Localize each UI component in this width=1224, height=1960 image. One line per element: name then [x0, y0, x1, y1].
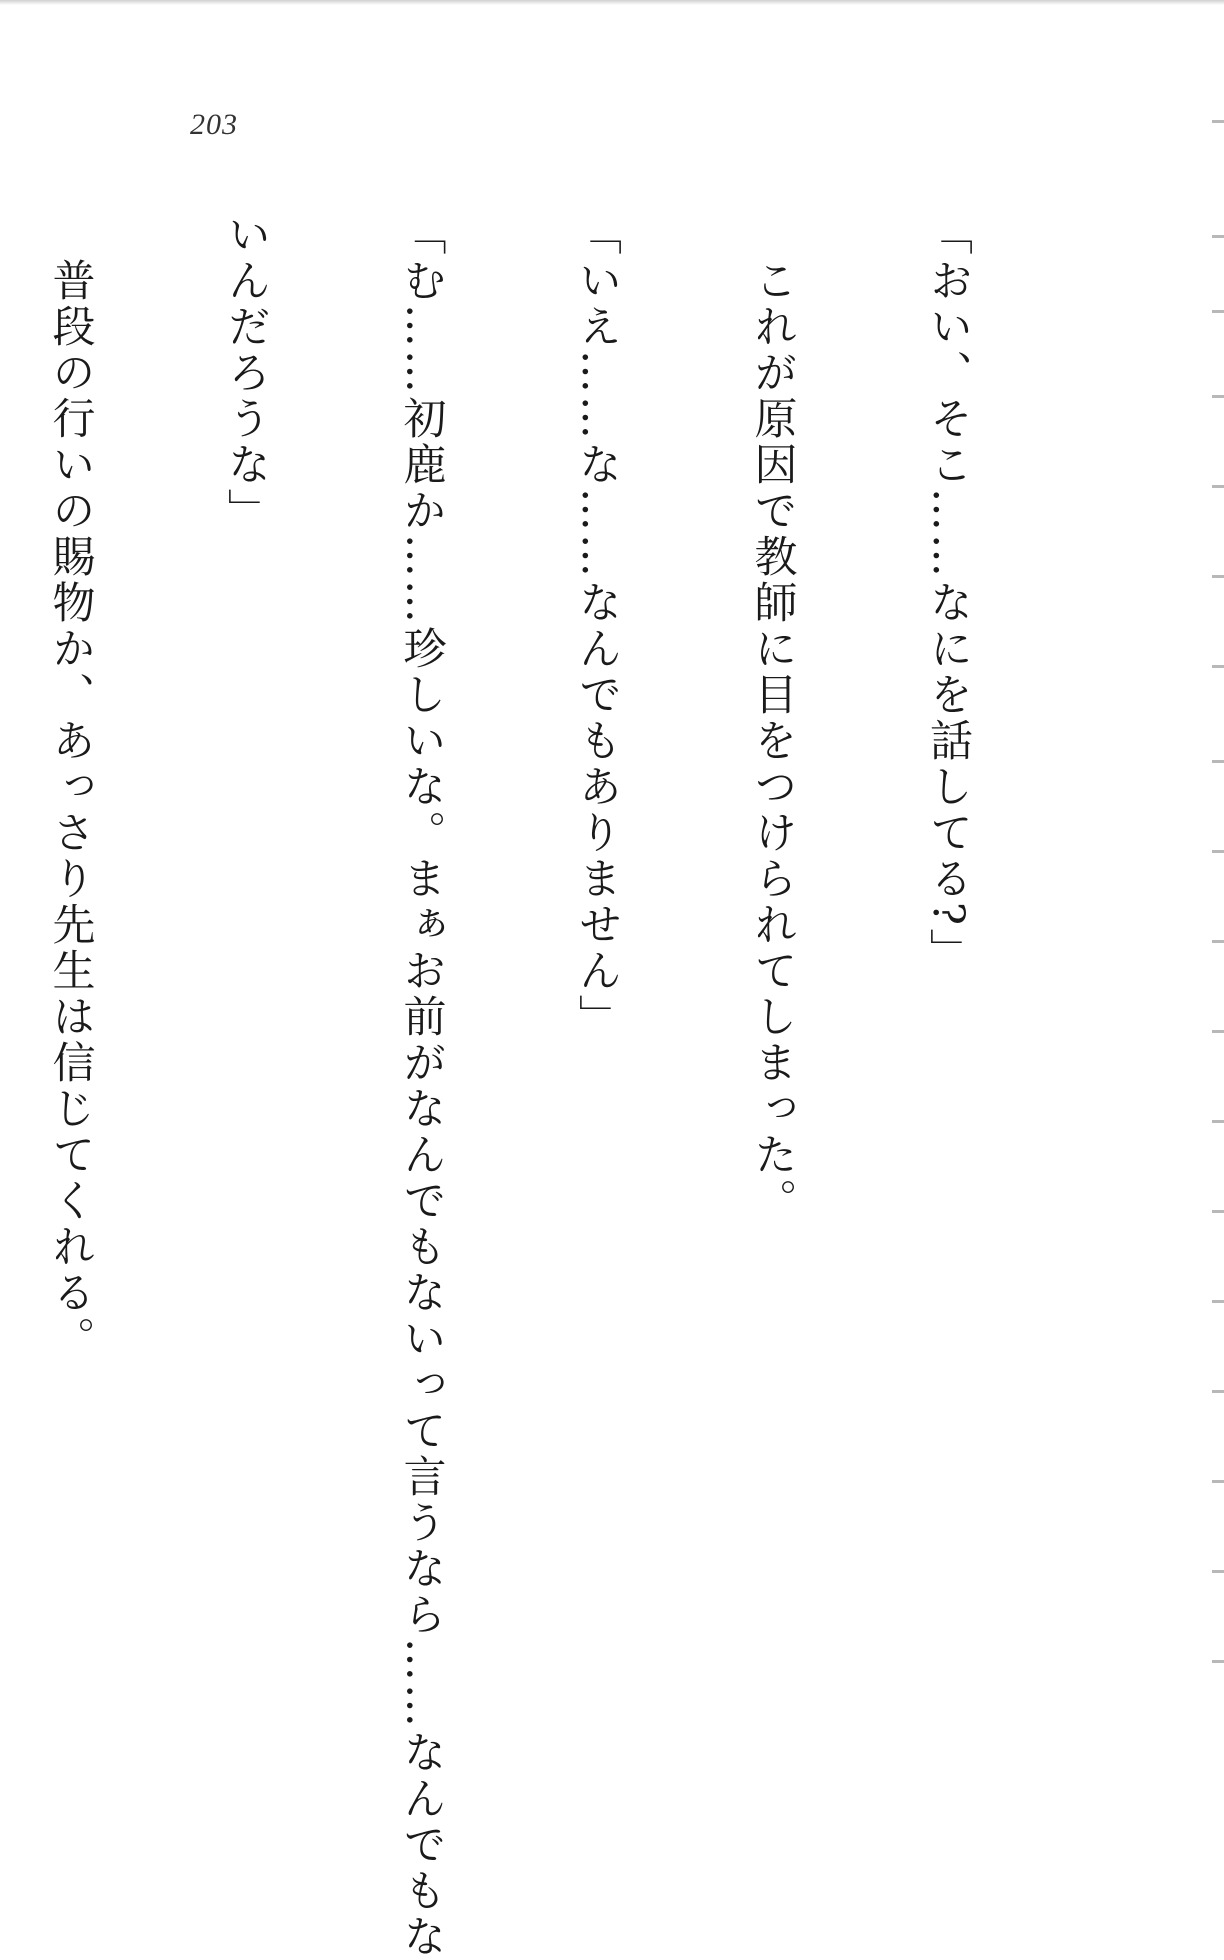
text-line: 「おい、そこ……なにを話してる?」 — [923, 212, 973, 975]
page-edge-marks — [1204, 0, 1224, 1766]
vertical-text-body — [0, 212, 1094, 1960]
page-number: 203 — [190, 108, 238, 141]
text-line: 「む……初鹿か……珍しいな。まぁお前がなんでもないって言うなら……なんでもな — [396, 212, 447, 1960]
text-line: 「いえ……な……なんでもありません」 — [572, 212, 622, 1040]
edge-mark — [1212, 120, 1224, 123]
text-line: これが原因で教師に目をつけられてしまった。 — [747, 212, 798, 1224]
edge-mark — [1212, 395, 1224, 398]
edge-mark — [1212, 1300, 1224, 1303]
edge-mark — [1212, 940, 1224, 943]
edge-mark — [1212, 760, 1224, 763]
edge-mark — [1212, 665, 1224, 668]
edge-mark — [1212, 1210, 1224, 1213]
edge-mark — [1212, 1120, 1224, 1123]
edge-mark — [1212, 1030, 1224, 1033]
edge-mark — [1212, 1390, 1224, 1393]
edge-mark — [1212, 485, 1224, 488]
edge-mark — [1212, 1480, 1224, 1483]
edge-mark — [1212, 850, 1224, 853]
edge-mark — [1212, 1570, 1224, 1573]
edge-mark — [1212, 310, 1224, 313]
scan-top-edge — [0, 0, 1224, 5]
edge-mark — [1212, 1660, 1224, 1663]
edge-mark — [1212, 575, 1224, 578]
text-line: いんだろうな」 — [221, 212, 271, 534]
edge-mark — [1212, 235, 1224, 238]
text-line: 普段の行いの賜物か、あっさり先生は信じてくれる。 — [45, 212, 96, 1362]
